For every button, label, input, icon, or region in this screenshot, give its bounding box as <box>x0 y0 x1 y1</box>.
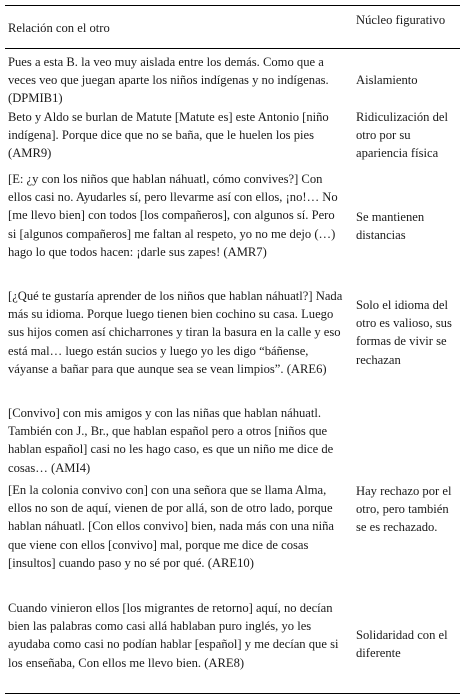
table-bottom-rule <box>5 693 460 694</box>
quote-text: [En la colonia convivo con] con una señora que se llama Alma, ellos no son de aquí, vienen de por allá, son de otro lado, porque hablan náhuatl. [Con ellos convivo] bien, nada más con una niña que viene con ellos [convivo] mal, porque me dice de cosas [insultos] cuando paso y no sé por qué. (ARE10) <box>8 483 334 570</box>
quote-text: Beto y Aldo se burlan de Matute [Matute es] este Antonio [niño indígena]. Porque dice que no se baña, que le huelen los pies (AMR9) <box>8 110 329 161</box>
table-row-4-quote <box>8 287 346 378</box>
table-row-5-quote-a <box>8 404 346 477</box>
table-row-3-quote <box>8 170 346 261</box>
table-top-rule <box>5 5 460 6</box>
table-row-2-nucleus: Ridiculización del otro por su apariencia física <box>356 110 448 161</box>
table-row-5-quote-b <box>8 481 346 572</box>
quote-text: [E: ¿y con los niños que hablan náhuatl, cómo convives?] Con ellos casi no. Ayudarles sí, pero llevarme así con ellos, ¡no!… No [me llevo bien] con todos [los compañeros], con algunos sí. Pero si [algunos compañeros] me faltan al respeto, yo no me dejo (…) hago lo que todos hacen: ¡darle sus zapes! (AMR7) <box>8 172 338 259</box>
header-nucleus: Núcleo figurativo <box>356 13 446 27</box>
data-table <box>5 5 460 694</box>
quote-text: Cuando vinieron ellos [los migrantes de retorno] aquí, no decían bien las palabras como casi allá hablaban puro inglés, yo les ayudaba como casi no podían hablar [español] y me decían que si los enseñaba, Con ellos me llevo bien. (ARE8) <box>8 601 339 670</box>
table-row-1-quote <box>8 53 346 108</box>
quote-text: Pues a esta B. la veo muy aislada entre los demás. Como que a veces veo que juegan aparte los niños indígenas y no indígenas. (DPMIB1) <box>8 55 329 106</box>
table-row-6-quote <box>8 599 346 672</box>
table-row-6-nucleus: Solidaridad con el diferente <box>356 628 448 661</box>
table-row-3-nucleus: Se mantienen distancias <box>356 210 425 243</box>
table-row-1-nucleus: Aislamiento <box>356 73 418 87</box>
table-row-5-nucleus: Hay rechazo por el otro, pero también se es rechazado. <box>356 484 452 535</box>
quote-text: [Convivo] con mis amigos y con las niñas que hablan náhuatl. También con J., Br., que hablan español pero a otros [niños que hablan español] casi no les hago caso, es que un niño me dice de cosas… (AMI4) <box>8 406 334 475</box>
header-relation: Relación con el otro <box>8 21 110 35</box>
table-row-4-nucleus: Solo el idioma del otro es valioso, sus formas de vivir se rechazan <box>356 298 452 367</box>
table-header-rule <box>5 48 460 49</box>
quote-text: [¿Qué te gustaría aprender de los niños que hablan náhuatl?] Nada más su idioma. Porque luego tienen bien cochino su casa. Luego sus hijos comen así chicharrones y tiran la basura en la calle y eso está mal… luego están sucios y luego yo les digo “báñense, váyanse a bañar para que aunque sea se vean limpios”. (ARE6) <box>8 289 343 376</box>
table-row-2-quote <box>8 108 346 163</box>
